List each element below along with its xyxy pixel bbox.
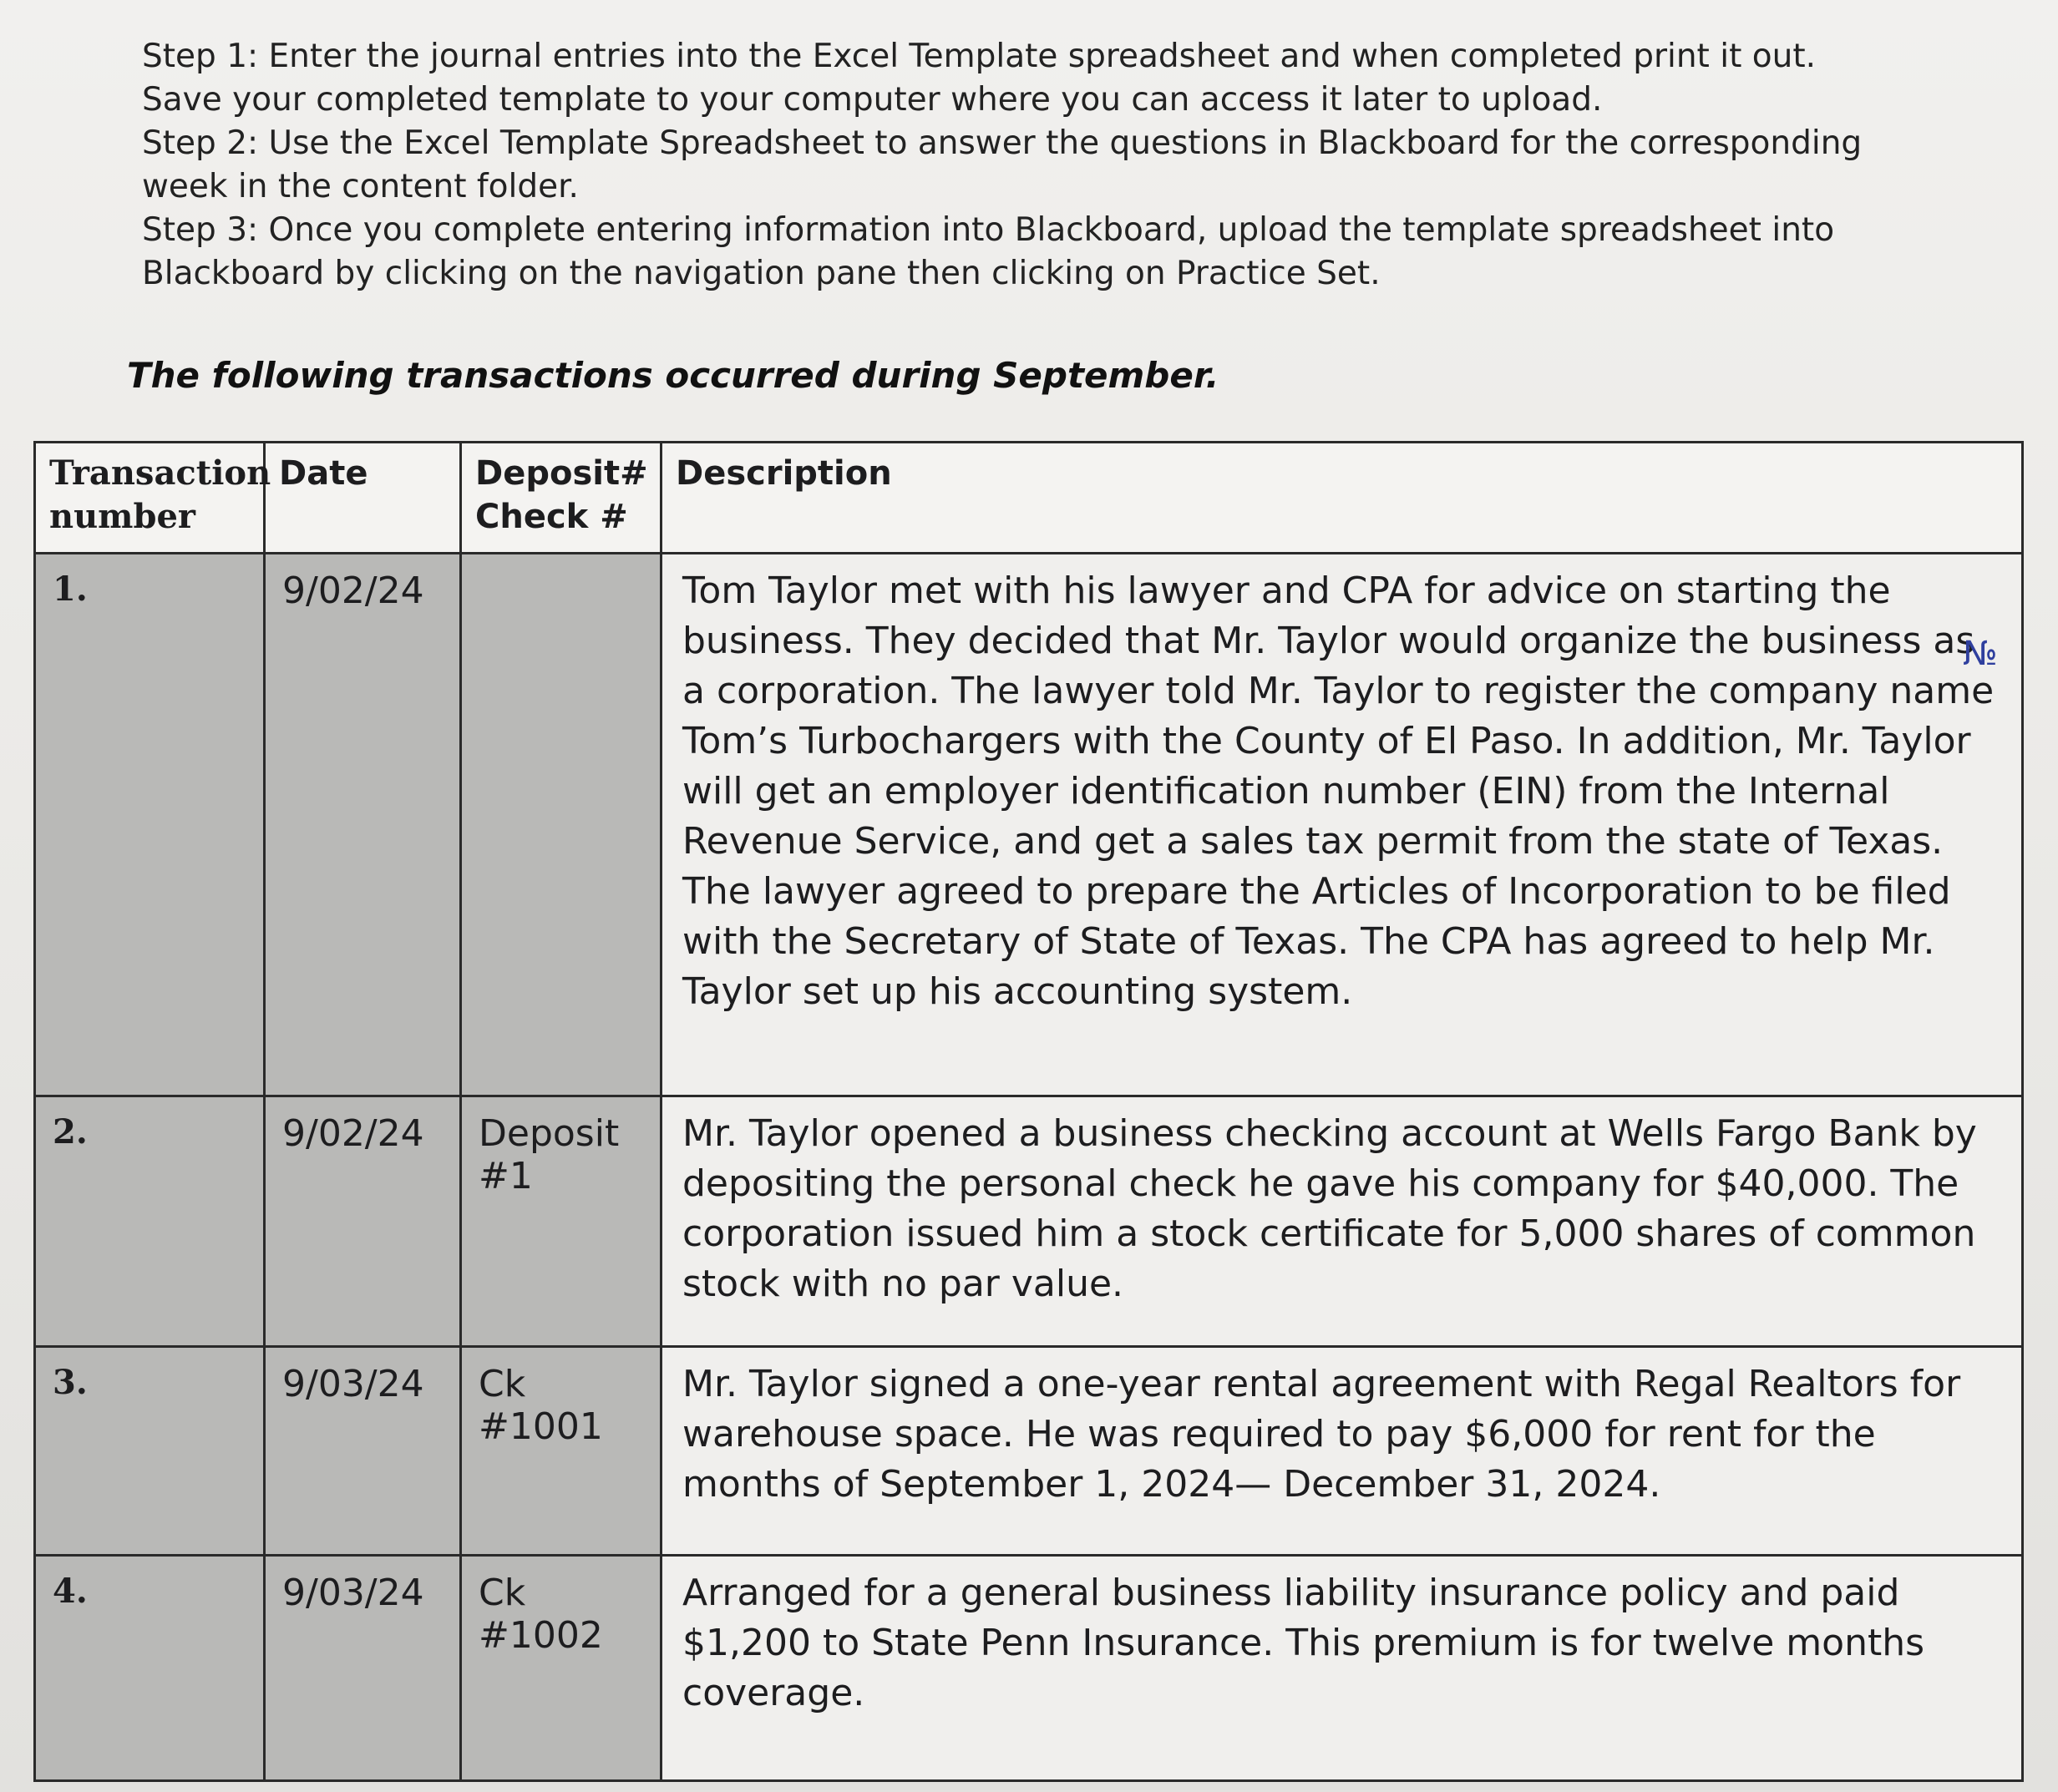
transaction-ref: Ck #1002 (461, 1556, 662, 1781)
transaction-number: 1. (35, 554, 265, 1096)
transaction-description: Mr. Taylor opened a business checking account at Wells Fargo Bank by depositing the personal check he gave his company for $40,000. The corporation issued him a stock certificate for 5,000 shares of common stock with no par value. (662, 1096, 2023, 1347)
transaction-ref: Deposit #1 (461, 1096, 662, 1347)
transactions-table (33, 441, 2024, 1782)
table-row (35, 1347, 2023, 1556)
table-header-row (35, 443, 2023, 554)
header-deposit-check: Deposit# Check # (461, 443, 662, 554)
transaction-date: 9/03/24 (265, 1347, 461, 1556)
transaction-date: 9/02/24 (265, 554, 461, 1096)
header-transaction-number: Transaction number (35, 443, 265, 554)
transaction-ref (461, 554, 662, 1096)
transactions-intro: The following transactions occurred during September. (127, 355, 1219, 396)
step-1: Step 1: Enter the journal entries into the Excel Template spreadsheet and when completed print it out. Save your completed template to your computer where you can access it later to upload. (142, 38, 1817, 119)
table-row (35, 1096, 2023, 1347)
transaction-number: 3. (35, 1347, 265, 1556)
step-2: Step 2: Use the Excel Template Spreadsheet to answer the questions in Blackboard for the corresponding week in the content folder. (142, 124, 1863, 205)
transaction-description: Arranged for a general business liability insurance policy and paid $1,200 to State Penn Insurance. This premium is for twelve months coverage. (662, 1556, 2023, 1781)
instructions (142, 35, 1879, 296)
transaction-number: 4. (35, 1556, 265, 1781)
transaction-date: 9/03/24 (265, 1556, 461, 1781)
table-row (35, 554, 2023, 1096)
transaction-number: 2. (35, 1096, 265, 1347)
transaction-description: Mr. Taylor signed a one-year rental agreement with Regal Realtors for warehouse space. He was required to pay $6,000 for rent for the months of September 1, 2024— December 31, 2024. (662, 1347, 2023, 1556)
header-description: Description (662, 443, 2023, 554)
header-date: Date (265, 443, 461, 554)
step-3: Step 3: Once you complete entering information into Blackboard, upload the template spreadsheet into Blackboard by clicking on the navigation pane then clicking on Practice Set. (142, 211, 1835, 292)
table-row (35, 1556, 2023, 1781)
transaction-ref: Ck #1001 (461, 1347, 662, 1556)
transaction-date: 9/02/24 (265, 1096, 461, 1347)
transaction-description: Tom Taylor met with his lawyer and CPA for advice on starting the business. They decided that Mr. Taylor would organize the business as a corporation. The lawyer told Mr. Taylor to register the company name Tom’s Turbochargers with the County of El Paso. In addition, Mr. Taylor will get an employer identification number (EIN) from the Internal Revenue Service, and get a sales tax permit from the state of Texas. The lawyer agreed to prepare the Articles of Incorporation to be filed with the Secretary of State of Texas. The CPA has agreed to help Mr. Taylor set up his accounting system. (662, 554, 2023, 1096)
handwritten-margin-note: № (1963, 635, 1998, 673)
